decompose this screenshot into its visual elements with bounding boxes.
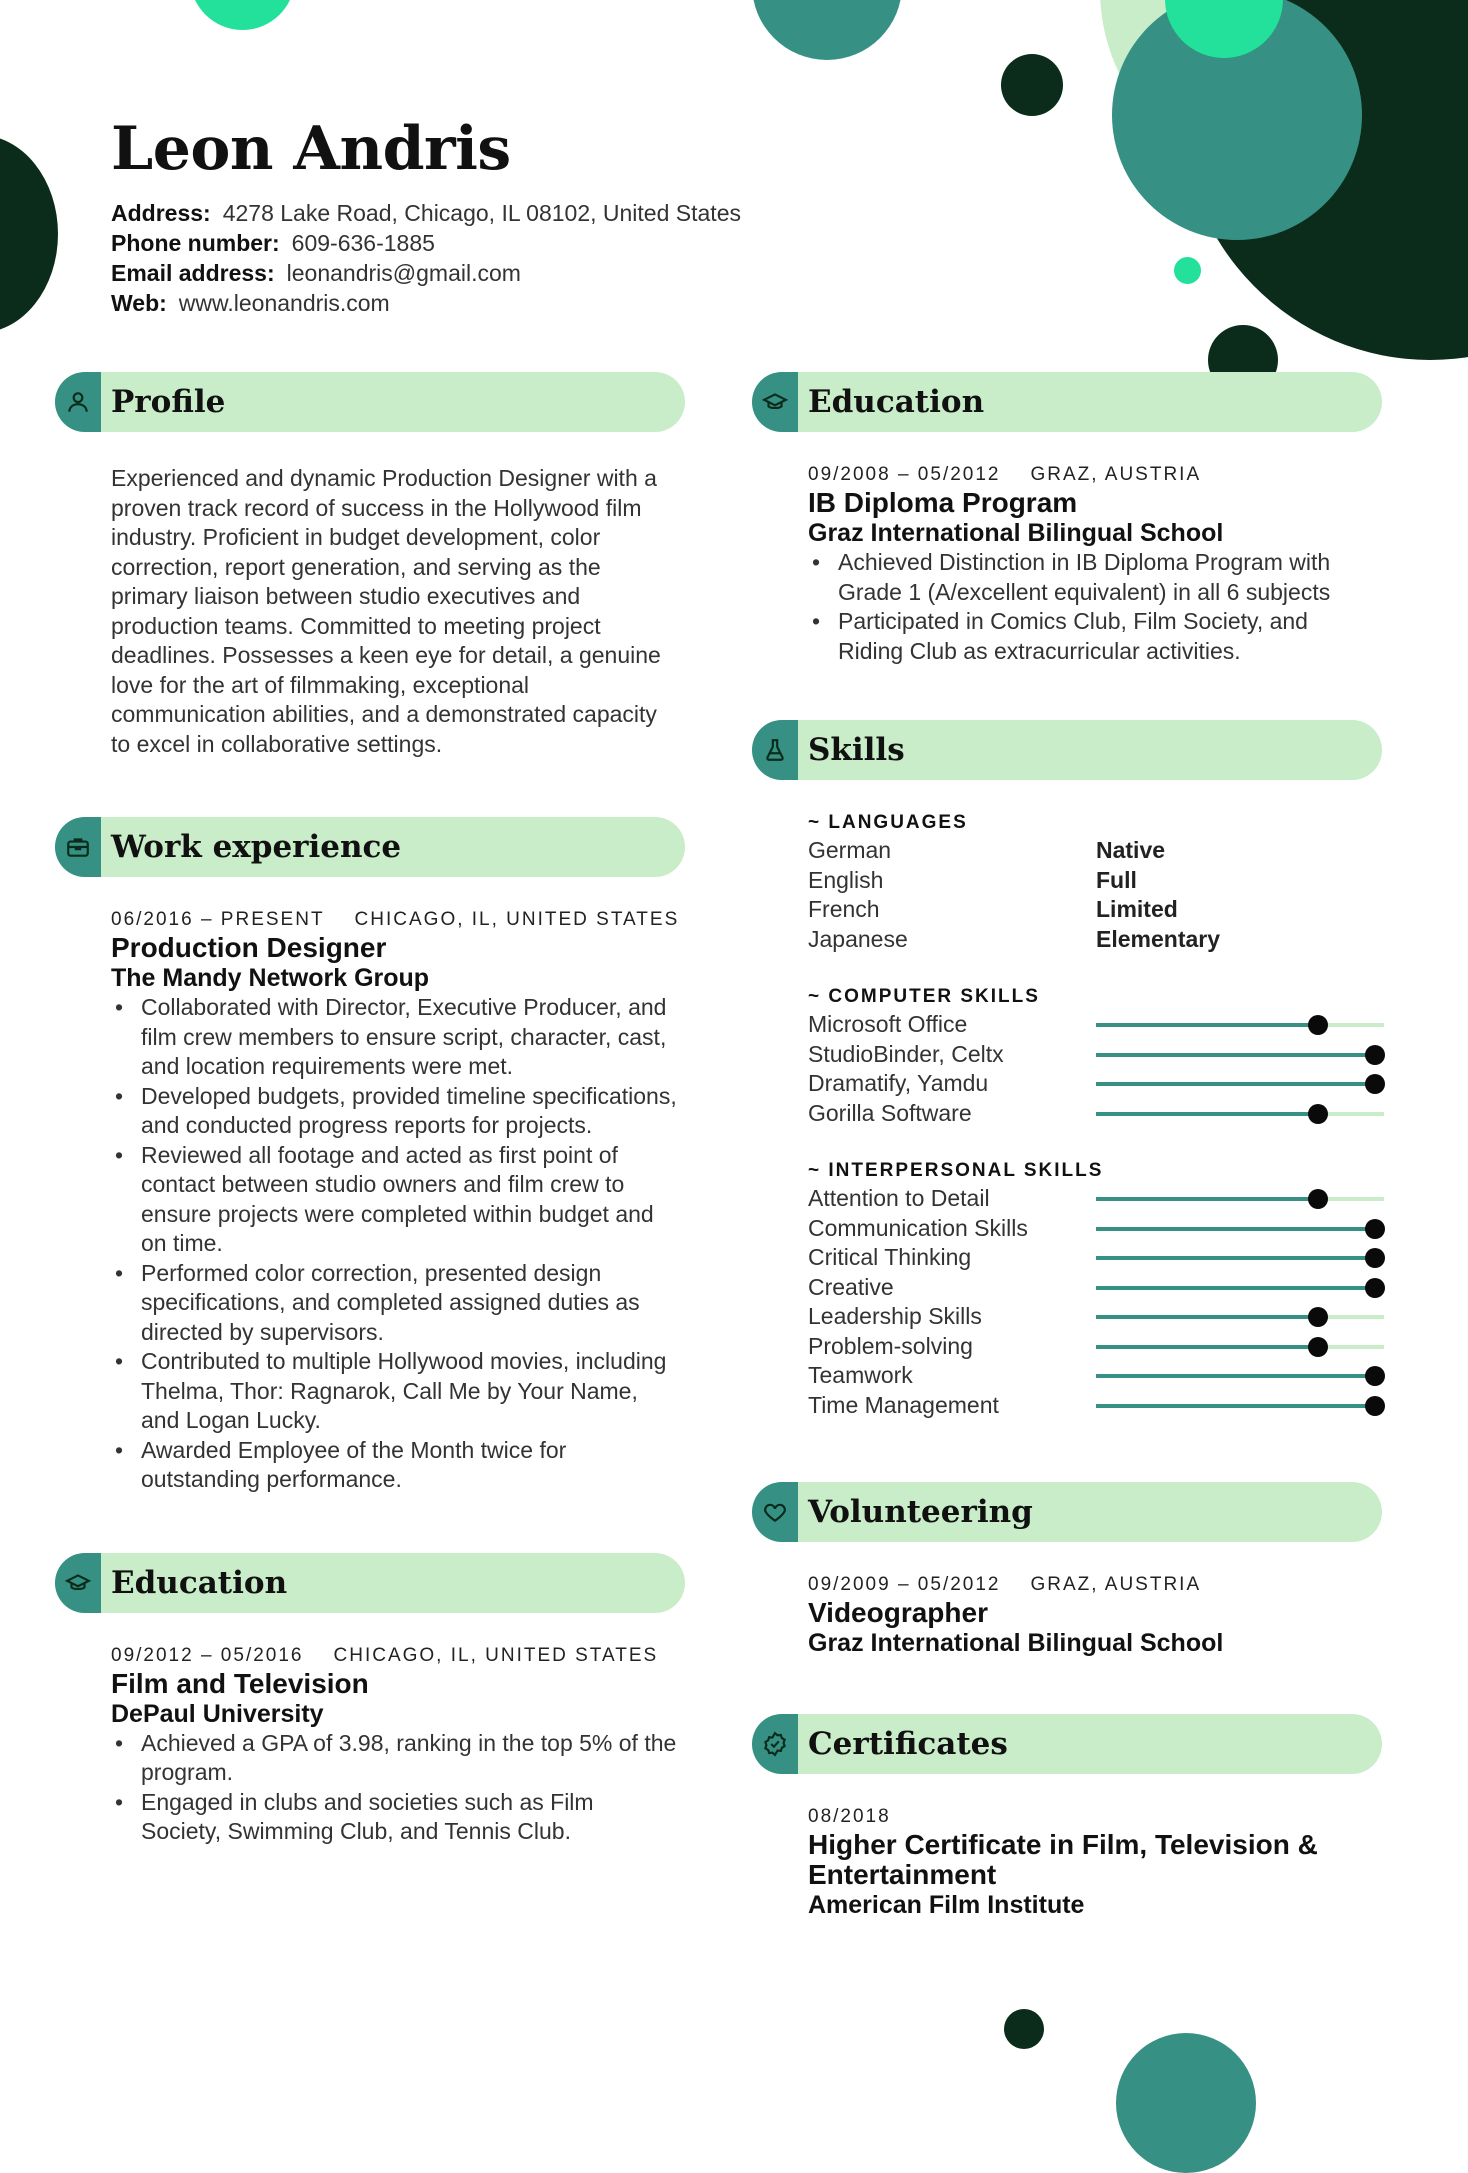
section-title: Profile xyxy=(111,384,226,420)
skill-level-fill xyxy=(1096,1345,1318,1349)
language-level: Elementary xyxy=(1096,925,1221,952)
heart-icon xyxy=(752,1482,798,1542)
section-title: Education xyxy=(111,1564,288,1601)
list-item: • Developed budgets, provided timeline specifications, and conducted progress reports for projects. xyxy=(111,1082,679,1141)
decor-circle xyxy=(190,0,295,30)
skill-level-fill xyxy=(1096,1082,1375,1086)
skill-name: Critical Thinking xyxy=(808,1244,972,1270)
skill-level-knob xyxy=(1308,1307,1328,1327)
skill-level-fill xyxy=(1096,1023,1318,1027)
section-header-education xyxy=(752,372,1382,432)
skill-level-fill xyxy=(1096,1256,1375,1260)
list-item: • Achieved Distinction in IB Diploma Program with Grade 1 (A/excellent equivalent) in all 6 subjects xyxy=(808,548,1376,607)
section-header-certificates xyxy=(752,1714,1382,1774)
skill-name: Teamwork xyxy=(808,1362,913,1388)
entry-role: Production Designer xyxy=(111,932,387,963)
skill-row xyxy=(808,1332,1376,1362)
skill-level-bar xyxy=(1096,1112,1384,1116)
languages-list xyxy=(808,836,1376,954)
skill-level-knob xyxy=(1308,1015,1328,1035)
contact-block xyxy=(111,198,741,318)
computer-skills-list xyxy=(808,1010,1376,1128)
list-item: • Reviewed all footage and acted as first point of contact between studio owners and film crew to ensure projects were completed within budget and on time. xyxy=(111,1141,679,1259)
profile-body xyxy=(55,464,685,759)
contact-value: leonandris@gmail.com xyxy=(286,260,521,286)
graduation-cap-icon xyxy=(752,372,798,432)
skill-level-knob xyxy=(1365,1045,1385,1065)
entry-dates: 06/2016 – PRESENT xyxy=(111,909,325,930)
contact-label: Address: xyxy=(111,200,211,226)
entry-degree: Film and Television xyxy=(111,1667,369,1699)
skill-row xyxy=(808,1040,1376,1070)
skill-name: Leadership Skills xyxy=(808,1303,982,1329)
decor-circle xyxy=(1116,2033,1256,2173)
section-header-volunteering xyxy=(752,1482,1382,1542)
section-title: Education xyxy=(808,384,985,420)
skill-level-knob xyxy=(1365,1248,1385,1268)
contact-email xyxy=(111,258,741,288)
skill-name: Communication Skills xyxy=(808,1214,1028,1241)
skills-category-interpersonal: ~ INTERPERSONAL SKILLS xyxy=(808,1160,1104,1181)
contact-web xyxy=(111,288,741,318)
entry-org: DePaul University xyxy=(111,1699,324,1728)
entry-degree: IB Diploma Program xyxy=(808,487,1078,518)
list-item: • Achieved a GPA of 3.98, ranking in the top 5% of the program. xyxy=(111,1729,679,1788)
candidate-name: Leon Andris xyxy=(111,114,511,184)
skill-level-fill xyxy=(1096,1227,1375,1231)
list-item: • Engaged in clubs and societies such as Film Society, Swimming Club, and Tennis Club. xyxy=(111,1788,679,1847)
language-row xyxy=(808,895,1376,925)
skill-level-bar xyxy=(1096,1023,1384,1027)
section-header-skills xyxy=(752,720,1382,780)
skill-row xyxy=(808,1069,1376,1099)
section-title: Work experience xyxy=(111,829,402,865)
language-row xyxy=(808,925,1376,955)
entry-dates: 09/2008 – 05/2012 xyxy=(808,464,1001,485)
section-title: Volunteering xyxy=(808,1494,1033,1530)
skill-row xyxy=(808,1184,1376,1214)
skills-category-languages: ~ LANGUAGES xyxy=(808,812,968,833)
skill-name: StudioBinder, Celtx xyxy=(808,1040,1004,1067)
skills-body xyxy=(752,812,1382,1420)
briefcase-icon xyxy=(55,817,101,877)
language-level: Native xyxy=(1096,837,1166,863)
language-name: English xyxy=(808,866,884,893)
skill-row xyxy=(808,1010,1376,1040)
entry-meta xyxy=(111,909,679,931)
skill-level-bar xyxy=(1096,1053,1384,1057)
skill-level-bar xyxy=(1096,1345,1384,1349)
section-header-work-experience xyxy=(55,817,685,877)
entry-org: American Film Institute xyxy=(808,1891,1085,1919)
section-header-education xyxy=(55,1553,685,1613)
contact-address xyxy=(111,198,741,228)
skill-row xyxy=(808,1273,1376,1303)
skill-level-knob xyxy=(1308,1337,1328,1357)
skill-level-knob xyxy=(1365,1278,1385,1298)
skill-level-bar xyxy=(1096,1404,1384,1408)
skill-level-knob xyxy=(1365,1366,1385,1386)
award-badge-icon xyxy=(752,1714,798,1774)
entry-location: CHICAGO, IL, UNITED STATES xyxy=(333,1644,659,1666)
education-entry xyxy=(752,464,1382,666)
skill-level-knob xyxy=(1365,1074,1385,1094)
skill-level-bar xyxy=(1096,1315,1384,1319)
decor-circle xyxy=(1004,2009,1044,2049)
contact-value: www.leonandris.com xyxy=(178,290,390,316)
contact-value: 4278 Lake Road, Chicago, IL 08102, United States xyxy=(222,200,741,226)
left-column xyxy=(55,372,685,1847)
skill-level-knob xyxy=(1308,1189,1328,1209)
entry-meta xyxy=(111,1645,679,1667)
language-level: Full xyxy=(1096,866,1137,893)
skill-level-knob xyxy=(1365,1396,1385,1416)
skill-level-fill xyxy=(1096,1315,1318,1319)
language-name: Japanese xyxy=(808,925,908,952)
skill-row xyxy=(808,1391,1376,1421)
skill-row xyxy=(808,1243,1376,1273)
skill-level-bar xyxy=(1096,1256,1384,1260)
entry-org: The Mandy Network Group xyxy=(111,964,430,992)
entry-location: GRAZ, AUSTRIA xyxy=(1030,464,1202,485)
skill-row xyxy=(808,1099,1376,1129)
skill-level-knob xyxy=(1365,1219,1385,1239)
skill-name: Microsoft Office xyxy=(808,1011,968,1037)
decor-circle xyxy=(1001,54,1063,116)
contact-value: 609-636-1885 xyxy=(291,230,435,256)
skill-level-fill xyxy=(1096,1053,1375,1057)
graduation-cap-icon xyxy=(55,1553,101,1613)
list-item: • Participated in Comics Club, Film Society, and Riding Club as extracurricular activities. xyxy=(808,607,1376,666)
section-title: Skills xyxy=(808,732,905,768)
entry-bullets xyxy=(808,548,1376,666)
skill-row xyxy=(808,1302,1376,1332)
language-name: French xyxy=(808,896,880,922)
section-header-profile xyxy=(55,372,685,432)
language-name: German xyxy=(808,837,892,863)
skill-level-fill xyxy=(1096,1112,1318,1116)
skill-name: Attention to Detail xyxy=(808,1185,990,1211)
decor-circle xyxy=(0,135,58,333)
entry-bullets xyxy=(111,993,679,1495)
interpersonal-skills-list xyxy=(808,1184,1376,1420)
skill-name: Problem-solving xyxy=(808,1332,973,1359)
skill-row xyxy=(808,1214,1376,1244)
language-row xyxy=(808,866,1376,896)
skill-name: Creative xyxy=(808,1273,894,1300)
right-column xyxy=(752,372,1382,1920)
skill-level-fill xyxy=(1096,1374,1375,1378)
work-entry xyxy=(55,909,685,1495)
entry-meta xyxy=(808,464,1376,486)
skill-level-fill xyxy=(1096,1404,1375,1408)
certificate-name: Higher Certificate in Film, Television & Entertainment xyxy=(808,1829,1318,1890)
entry-org: Graz International Bilingual School xyxy=(808,519,1224,547)
skill-name: Dramatify, Yamdu xyxy=(808,1070,989,1096)
list-item: • Collaborated with Director, Executive Producer, and film crew members to ensure script, character, cast, and location requirements were met. xyxy=(111,993,679,1082)
entry-dates: 09/2012 – 05/2016 xyxy=(111,1644,304,1666)
list-item: • Contributed to multiple Hollywood movies, including Thelma, Thor: Ragnarok, Call Me by Your Name, and Logan Lucky. xyxy=(111,1347,679,1436)
contact-label: Phone number: xyxy=(111,230,280,256)
skill-row xyxy=(808,1361,1376,1391)
entry-location: CHICAGO, IL, UNITED STATES xyxy=(354,909,680,930)
decor-circle xyxy=(1174,257,1201,284)
entry-org: Graz International Bilingual School xyxy=(808,1629,1224,1657)
entry-role: Videographer xyxy=(808,1597,988,1628)
skill-level-bar xyxy=(1096,1082,1384,1086)
skills-category-computer: ~ COMPUTER SKILLS xyxy=(808,986,1040,1007)
skill-level-knob xyxy=(1308,1104,1328,1124)
skill-level-bar xyxy=(1096,1286,1384,1290)
entry-location: GRAZ, AUSTRIA xyxy=(1030,1574,1202,1595)
entry-date: 08/2018 xyxy=(808,1806,891,1827)
skill-level-bar xyxy=(1096,1197,1384,1201)
skill-level-fill xyxy=(1096,1286,1375,1290)
flask-icon xyxy=(752,720,798,780)
skill-level-fill xyxy=(1096,1197,1318,1201)
skill-name: Gorilla Software xyxy=(808,1099,972,1126)
decor-circle xyxy=(752,0,902,60)
entry-bullets xyxy=(111,1729,679,1847)
language-level: Limited xyxy=(1096,896,1178,922)
skill-level-bar xyxy=(1096,1227,1384,1231)
list-item: • Awarded Employee of the Month twice for outstanding performance. xyxy=(111,1436,679,1495)
contact-label: Web: xyxy=(111,290,167,316)
language-row xyxy=(808,836,1376,866)
person-icon xyxy=(55,372,101,432)
section-title: Certificates xyxy=(808,1726,1008,1762)
certificate-entry xyxy=(752,1806,1382,1920)
volunteering-entry xyxy=(752,1574,1382,1658)
contact-label: Email address: xyxy=(111,260,275,286)
list-item: • Performed color correction, presented design specifications, and completed assigned duties as directed by supervisors. xyxy=(111,1259,679,1348)
entry-meta xyxy=(808,1574,1376,1596)
profile-text: Experienced and dynamic Production Designer with a proven track record of success in the Hollywood film industry. Proficient in budget development, color correction, report generation, and serving as the primary liaison between studio executives and production teams. Committed to meeting project deadlines. Possesses a keen eye for detail, a genuine love for the art of filmmaking, exceptional communication abilities, and a demonstrated capacity to excel in collaborative settings. xyxy=(111,465,661,757)
entry-dates: 09/2009 – 05/2012 xyxy=(808,1574,1001,1595)
skill-name: Time Management xyxy=(808,1391,999,1418)
contact-phone xyxy=(111,228,741,258)
skill-level-bar xyxy=(1096,1374,1384,1378)
education-entry xyxy=(55,1645,685,1847)
